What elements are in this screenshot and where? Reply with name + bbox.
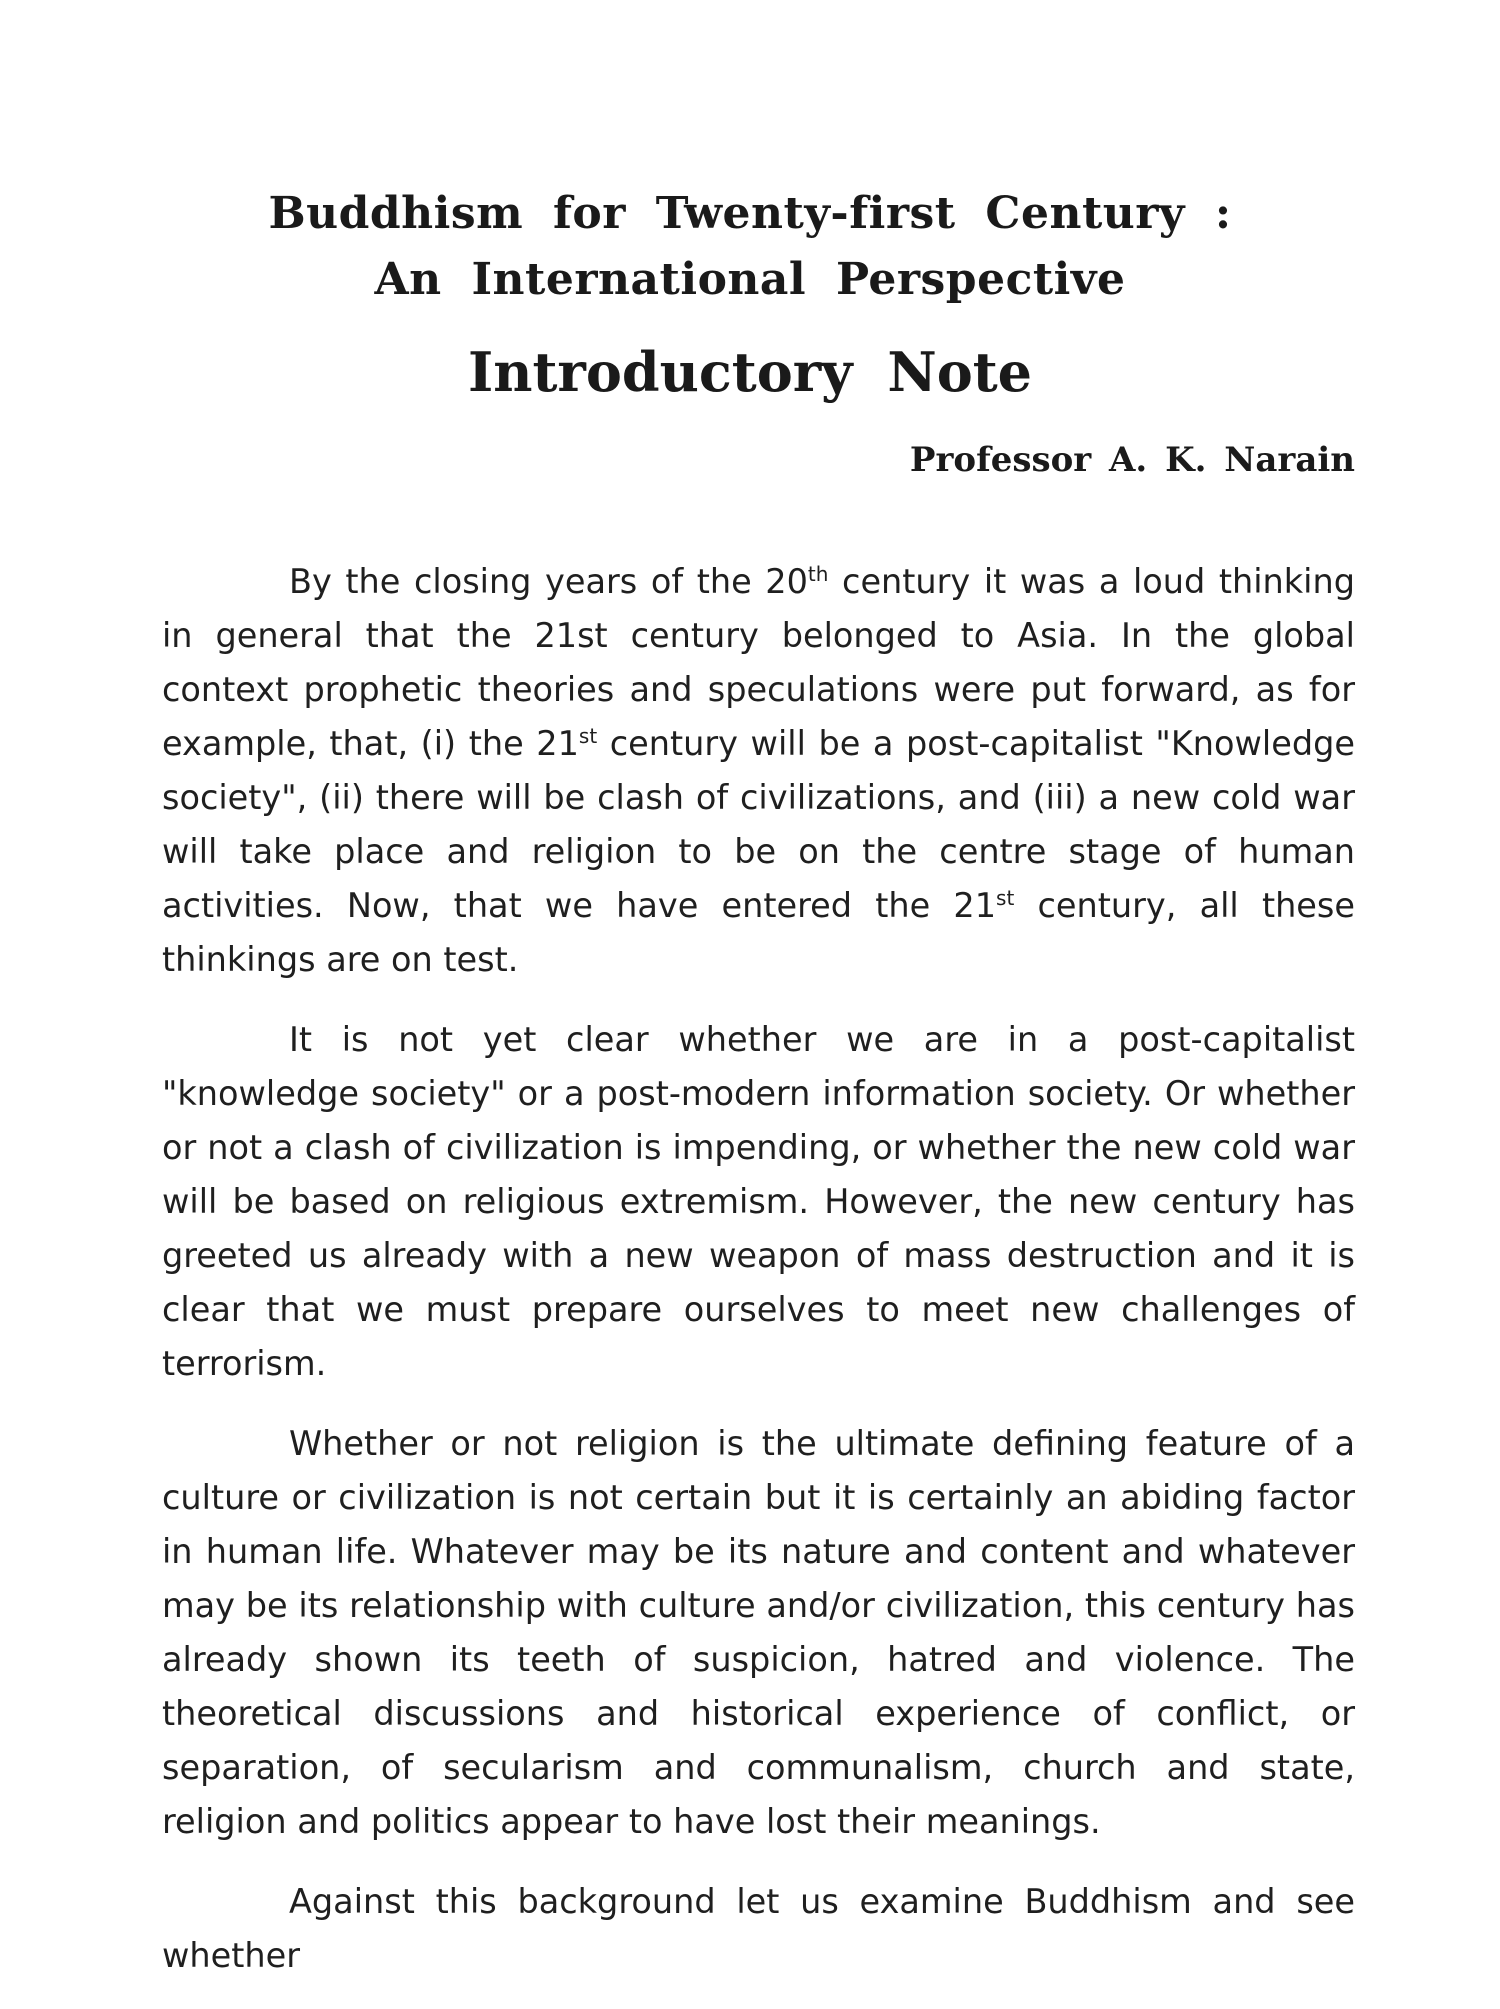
- paragraph-1-part-d: century, all these thinkings are on test.: [162, 886, 1355, 979]
- paragraph-2: It is not yet clear whether we are in a post-capitalist "knowledge society" or a post-modern information society. Or whether or not a clash of civilization is impending, or whether the new cold war will be based on religious extremism. However, the new century has greeted us already with a new weapon of mass destruction and it is clear that we must prepare ourselves to meet new challenges of terrorism.: [162, 1020, 1355, 1383]
- title-line-1: Buddhism for Twenty-first Century :: [268, 188, 1232, 239]
- author-name: Professor A. K. Narain: [909, 440, 1355, 480]
- superscript-th: th: [807, 561, 829, 586]
- paragraph-1-part-b: century it was a loud thinking in general that the 21st century belonged to Asia. In the global context prophetic theories and speculations were put forward, as for example, that, (i) the 21: [162, 562, 1355, 763]
- section-heading: Introductory Note: [467, 340, 1033, 404]
- superscript-st-1: st: [578, 723, 598, 748]
- paragraph-1-part-c: century will be a post-capitalist "Knowledge society", (ii) there will be clash of civilizations, and (iii) a new cold war will take place and religion to be on the centre stage of human activities. Now, that we have entered the 21: [162, 724, 1355, 925]
- body-text: [162, 555, 1355, 2009]
- superscript-st-2: st: [996, 885, 1015, 910]
- title-line-2: An International Perspective: [374, 254, 1126, 305]
- paragraph-1-part-a: By the closing years of the 20: [289, 562, 808, 601]
- paragraph-3: Whether or not religion is the ultimate defining feature of a culture or civilization is not certain but it is certainly an abiding factor in human life. Whatever may be its nature and content and whatever may be its relationship with culture and/or civilization, this century has already shown its teeth of suspicion, hatred and violence. The theoretical discussions and historical experience of conflict, or separation, of secularism and communalism, church and state, religion and politics appear to have lost their meanings.: [162, 1424, 1355, 1841]
- paragraph-1: [162, 555, 1355, 987]
- paragraph-4: Against this background let us examine Buddhism and see whether: [162, 1882, 1355, 1975]
